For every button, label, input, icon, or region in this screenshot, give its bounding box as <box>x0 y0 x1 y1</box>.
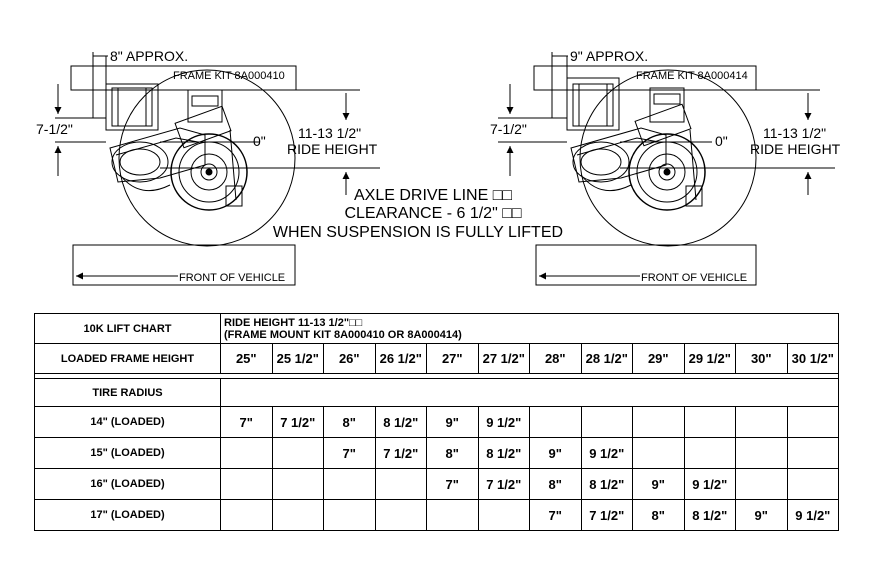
table-row <box>35 407 839 438</box>
lift-value-cell: 8 1/2" <box>478 438 530 469</box>
lift-value-cell: 7 1/2" <box>581 500 633 531</box>
lift-value-cell: 9 1/2" <box>478 407 530 438</box>
tire-radius-row-label: 14" (LOADED) <box>35 407 221 438</box>
frame-height-header: 30 1/2" <box>787 344 839 374</box>
left-ride-height-label: RIDE HEIGHT <box>287 141 378 157</box>
lift-value-cell <box>684 438 736 469</box>
left-zero-label: 0" <box>253 133 266 149</box>
lift-value-cell: 8" <box>427 438 479 469</box>
lift-value-cell <box>375 469 427 500</box>
lift-value-cell: 8 1/2" <box>684 500 736 531</box>
lift-value-cell: 8 1/2" <box>581 469 633 500</box>
left-frame-kit-label: FRAME KIT 8A000410 <box>173 70 285 82</box>
right-lift-dim: 7-1/2" <box>490 121 527 137</box>
right-front-label: FRONT OF VEHICLE <box>641 272 748 284</box>
lift-value-cell <box>221 500 273 531</box>
lift-value-cell <box>324 469 376 500</box>
frame-height-header: 30" <box>736 344 788 374</box>
lift-value-cell: 9" <box>530 438 582 469</box>
right-frame-kit-label: FRAME KIT 8A000414 <box>636 70 748 82</box>
right-approx-label: 9" APPROX. <box>570 48 649 64</box>
frame-height-header: 27 1/2" <box>478 344 530 374</box>
frame-height-header: 25" <box>221 344 273 374</box>
lift-value-cell <box>272 438 324 469</box>
frame-height-header: 28" <box>530 344 582 374</box>
frame-height-header: 25 1/2" <box>272 344 324 374</box>
left-lift-dim: 7-1/2" <box>36 121 73 137</box>
lift-value-cell: 7" <box>221 407 273 438</box>
right-ride-height-value: 11-13 1/2" <box>763 125 827 141</box>
lift-value-cell: 9 1/2" <box>787 500 839 531</box>
frame-height-header: 26" <box>324 344 376 374</box>
lift-value-cell <box>581 407 633 438</box>
lift-value-cell <box>736 469 788 500</box>
tire-radius-blank <box>221 379 839 407</box>
lift-value-cell <box>633 438 685 469</box>
lift-value-cell: 7 1/2" <box>375 438 427 469</box>
lift-value-cell: 7 1/2" <box>478 469 530 500</box>
lift-value-cell: 8" <box>530 469 582 500</box>
frame-height-header: 26 1/2" <box>375 344 427 374</box>
lift-value-cell <box>736 407 788 438</box>
lift-value-cell <box>272 500 324 531</box>
loaded-frame-height-label: LOADED FRAME HEIGHT <box>35 344 221 374</box>
lift-value-cell: 9 1/2" <box>684 469 736 500</box>
left-front-label: FRONT OF VEHICLE <box>179 272 286 284</box>
lift-value-cell <box>530 407 582 438</box>
right-tire-outline <box>580 70 756 246</box>
lift-value-cell: 7" <box>324 438 376 469</box>
lift-value-cell: 8" <box>324 407 376 438</box>
lift-value-cell: 9" <box>633 469 685 500</box>
lift-value-cell <box>478 500 530 531</box>
table-row <box>35 500 839 531</box>
lift-value-cell <box>787 469 839 500</box>
lift-value-cell <box>427 500 479 531</box>
lift-value-cell: 9 1/2" <box>581 438 633 469</box>
lift-chart-table <box>34 313 839 531</box>
lift-value-cell <box>736 438 788 469</box>
frame-height-header: 29" <box>633 344 685 374</box>
frame-height-header: 29 1/2" <box>684 344 736 374</box>
tire-radius-row-label: 17" (LOADED) <box>35 500 221 531</box>
ride-height-line-1: RIDE HEIGHT 11-13 1/2"□□ <box>224 316 363 329</box>
note-line-1: AXLE DRIVE LINE □□ <box>353 187 513 204</box>
tire-radius-row-label: 15" (LOADED) <box>35 438 221 469</box>
ride-height-note <box>221 314 839 344</box>
lift-value-cell: 7" <box>530 500 582 531</box>
note-line-3: WHEN SUSPENSION IS FULLY LIFTED <box>272 224 564 241</box>
lift-value-cell: 9" <box>736 500 788 531</box>
tire-radius-label: TIRE RADIUS <box>35 379 221 407</box>
note-line-2: CLEARANCE - 6 1/2" □□ <box>344 205 522 222</box>
lift-value-cell <box>324 500 376 531</box>
lift-value-cell <box>787 407 839 438</box>
right-ride-height-label: RIDE HEIGHT <box>750 141 841 157</box>
lift-value-cell: 8" <box>633 500 685 531</box>
lift-value-cell <box>787 438 839 469</box>
lift-value-cell <box>221 438 273 469</box>
lift-value-cell: 9" <box>427 407 479 438</box>
lift-value-cell <box>375 500 427 531</box>
lift-value-cell <box>633 407 685 438</box>
lift-value-cell <box>272 469 324 500</box>
left-ride-height-value: 11-13 1/2" <box>298 125 362 141</box>
tire-radius-row-label: 16" (LOADED) <box>35 469 221 500</box>
ride-height-line-2: (FRAME MOUNT KIT 8A000410 OR 8A000414) <box>224 328 462 341</box>
lift-value-cell <box>221 469 273 500</box>
left-approx-label: 8" APPROX. <box>110 48 189 64</box>
lift-value-cell <box>684 407 736 438</box>
lift-chart-title: 10K LIFT CHART <box>35 314 221 344</box>
lift-value-cell: 8 1/2" <box>375 407 427 438</box>
frame-height-header: 28 1/2" <box>581 344 633 374</box>
lift-value-cell: 7 1/2" <box>272 407 324 438</box>
table-row <box>35 438 839 469</box>
frame-height-header: 27" <box>427 344 479 374</box>
table-row <box>35 469 839 500</box>
right-zero-label: 0" <box>715 133 728 149</box>
lift-value-cell: 7" <box>427 469 479 500</box>
